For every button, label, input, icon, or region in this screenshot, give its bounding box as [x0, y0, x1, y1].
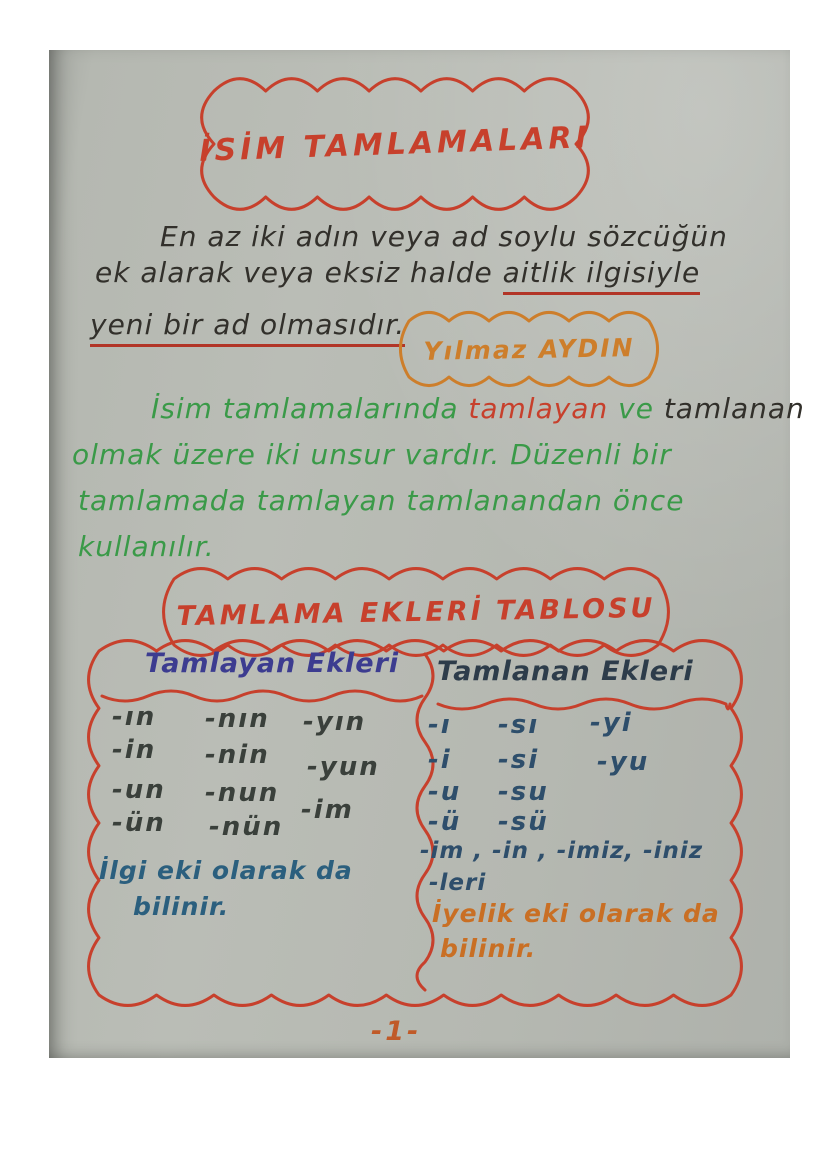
suffix: -in: [112, 735, 157, 765]
table-cloud-outline: [86, 638, 744, 1008]
suffix: -u: [428, 777, 462, 807]
suffix: -ı: [428, 710, 452, 740]
right-column-header: Tamlanan Ekleri: [437, 656, 694, 687]
word-tamlayan: tamlayan: [468, 392, 609, 425]
right-column-extra-suffixes: -im , -in , -imiz, -iniz: [420, 838, 704, 864]
suffix: -nin: [205, 740, 270, 770]
suffix: -sı: [498, 710, 540, 740]
definition-line-3-underlined: yeni bir ad olmasıdır.: [90, 308, 405, 347]
suffix: -un: [112, 775, 166, 805]
suffix: -ın: [112, 702, 157, 732]
definition-line-2: [95, 256, 700, 289]
suffix: -sü: [498, 807, 549, 837]
paragraph-line-3: tamlamada tamlayan tamlanandan önce: [78, 484, 685, 517]
definition-line-1: En az iki adın veya ad soylu sözcüğün: [160, 220, 728, 253]
right-column-extra-suffix-leri: -leri: [429, 870, 487, 896]
suffix: -su: [498, 777, 549, 807]
suffix: -yun: [307, 752, 380, 782]
suffix: -yu: [597, 747, 650, 777]
paragraph-line-4: kullanılır.: [78, 530, 215, 563]
left-column-note-2: bilinir.: [133, 892, 230, 921]
left-column-header: Tamlayan Ekleri: [145, 648, 400, 679]
suffix: -ün: [112, 808, 166, 838]
paragraph-line-1: İsim tamlamalarında tamlayan ve tamlanan: [151, 392, 805, 425]
suffix: -ü: [428, 807, 462, 837]
right-column-note-1: İyelik eki olarak da: [432, 899, 720, 928]
suffix: -nün: [209, 812, 284, 842]
author-name: Yılmaz AYDIN: [423, 332, 635, 366]
definition-line-3: [90, 308, 405, 341]
left-header-underline: [102, 691, 422, 701]
suffix: -si: [498, 745, 540, 775]
right-column-note-2: bilinir.: [440, 934, 537, 963]
suffix: -i: [428, 745, 452, 775]
page-title: İSİM TAMLAMALARI: [198, 119, 592, 169]
suffix: -im: [301, 795, 354, 825]
right-header-underline: [438, 699, 730, 709]
page-number: -1-: [371, 1016, 422, 1047]
suffix: -nın: [205, 704, 270, 734]
definition-line-2-underlined: aitlik ilgisiyle: [503, 256, 701, 295]
paragraph-line-2: olmak üzere iki unsur vardır. Düzenli bir: [72, 438, 672, 471]
suffix: -yi: [590, 708, 633, 738]
word-tamlanan: tamlanan: [663, 392, 805, 425]
notebook-page-photo: [49, 50, 805, 1058]
left-column-note-1: İlgi eki olarak da: [99, 856, 353, 885]
suffix: -nun: [205, 778, 280, 808]
definition-line-2-start: ek alarak veya eksiz halde: [95, 256, 503, 289]
table-title: TAMLAMA EKLERİ TABLOSU: [176, 592, 656, 632]
suffix: -yın: [303, 707, 367, 737]
